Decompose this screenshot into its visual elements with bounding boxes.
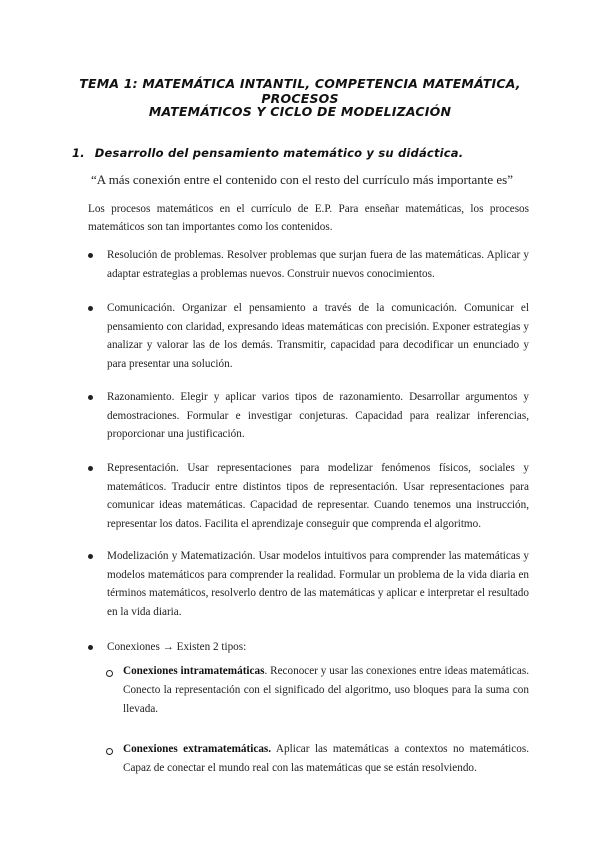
bullet-reasoning: Razonamiento. Elegir y aplicar varios tipos de razonamiento. Desarrollar argumentos y demostraciones. Formular e investigar conjeturas. Capacidad para realizar inferencias, proporcionar una justificación. [107,391,529,440]
bullet-marker [88,253,93,258]
bullet-connections: Conexiones → Existen 2 tipos: [107,641,247,653]
bullet-marker [88,466,93,471]
sub-bullet-body: . Reconocer y usar las conexiones entre ideas matemáticas. Conecto la representación con el significado del algoritmo, uso bloques para la suma con llevada. [123,665,530,715]
section-number: 1. [72,146,85,160]
document-title-line-1: TEMA 1: MATEMÁTICA INTANTIL, COMPETENCIA MATEMÁTICA, PROCESOS [79,76,521,106]
bullet-representation: Representación. Usar representaciones para modelizar fenómenos físicos, sociales y matemáticos. Traducir entre distintos tipos de representación. Usar representaciones para comunicar ideas matemáticas. Capacidad de representar. Cuando tenemos una instrucción, representar los datos. Facilita el aprendizaje conseguir que comprenda el algoritmo. [107,462,529,530]
intro-paragraph: Los procesos matemáticos en el currículo de E.P. Para enseñar matemáticas, los procesos matemáticos son tan importantes como los contenidos. [88,203,529,233]
bullet-marker [88,645,93,650]
sub-bullet-extramathematical [123,740,529,778]
bullet-marker [88,395,93,400]
sub-bullet-marker [106,748,113,755]
bullet-modelization: Modelización y Matematización. Usar modelos intuitivos para comprender las matemáticas y modelos matemáticos para comprender la realidad. Formular un problema de la vida diaria en términos matemáticos, resolverlo dentro de las matemáticas y aplicar e interpretar el resultado en la vida diaria. [107,550,529,618]
sub-bullet-body: Aplicar las matemáticas a contextos no matemáticos. Capaz de conectar el mundo real con las matemáticas que se están resolviendo. [123,743,529,774]
bullet-communication: Comunicación. Organizar el pensamiento a través de la comunicación. Comunicar el pensamiento con claridad, expresando ideas matemáticas con precisión. Exponer estrategias y analizar y valorar las de los demás. Transmitir, capacidad para decodificar un enunciado y para presentar una solución. [107,302,529,370]
sub-bullet-intramathematical [123,662,529,719]
sub-bullet-label: Conexiones intramatemáticas [123,665,265,677]
bullet-problem-solving: Resolución de problemas. Resolver problemas que surjan fuera de las matemáticas. Aplicar y adaptar estrategias a problemas nuevos. Construir nuevos conocimientos. [107,249,529,280]
bullet-marker [88,306,93,311]
quote: “A más conexión entre el contenido con el resto del currículo más importante es” [91,172,513,187]
section-heading [72,146,463,160]
sub-bullet-marker [106,670,113,677]
bullet-marker [88,554,93,559]
document-title-line-2: MATEMÁTICOS Y CICLO DE MODELIZACIÓN [148,104,452,119]
section-title: Desarrollo del pensamiento matemático y su didáctica. [94,146,464,160]
sub-bullet-label: Conexiones extramatemáticas. [123,743,272,755]
